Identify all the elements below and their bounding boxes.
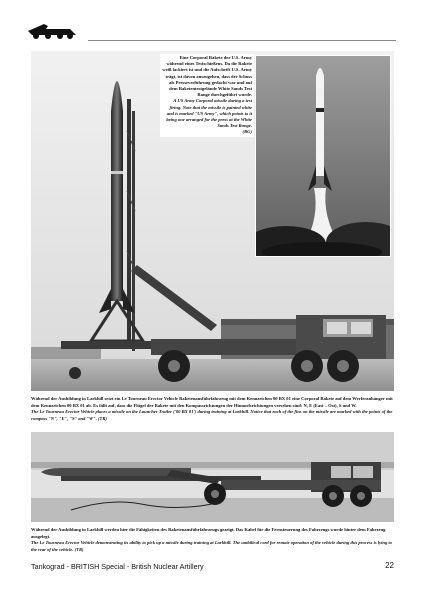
inset-caption-german: Eine Corporal Rakete der U.S. Army während eines Testschießens. Da die Rakete weiß lackiert ist und die Aufschrift U.S. Army trägt, ist davon auszugehen, dass der Schuss als Presseverführung gedacht war und auf dem Raketentestgelände White Sands Test Range durchgeführt wurde. <box>162 55 252 98</box>
bottom-caption-english <box>31 540 394 553</box>
bottom-caption-german: Während der Ausbildung in Larkhill werden hier die Fähigkeiten des Raketenausführfahrzeugs gezeigt. Das Kabel für die Fernsteuerung des Fahrzeugs wurde hinter dem Fahrzeug ausgelegt. <box>31 527 386 539</box>
bottom-caption-english-text: The Le Tourneau Erector Vehicle demonstrating its ability to pick up a missile during training at Larkhill. The umbilical cord for remote operation of the vehicle during this process is lying to the rear of the vehicle. <box>31 540 392 552</box>
erector-vehicle-side-photo <box>31 432 394 522</box>
main-caption-german: Während der Ausbildung in Larkhill setzt ein Le Tourneau Erector Vehicle Raketenausführfahrzeug mit dem Kennzeichen 00 BX 01 eine Corporal Rakete auf dem Werferanhänger mit dem Kennzeichen 00 BX 01 ab. Es fällt auf, dass die Flügel der Rakete mit den Kompassrichtungen der Himmelsrichtungen versehen sind: N, E (East – Ost), S und W. <box>31 396 393 408</box>
main-caption-english-text: The Le Tourneau Erector Vehicle places a missile on the Launcher Trailer ('00 BX 01') during training at Larkhill. Notice that each of the fins on the missile are marked with the points of the compass "N", "E", "S" and "W". <box>31 409 393 421</box>
missile-launch-photo <box>255 55 391 257</box>
page-number: 22 <box>385 561 394 570</box>
bottom-photo-caption <box>31 527 394 553</box>
inset-caption-credit: (RG) <box>242 129 252 135</box>
inset-photo-caption <box>160 54 254 137</box>
main-photo-caption <box>31 396 394 422</box>
header-rule <box>88 40 396 41</box>
main-caption-english <box>31 409 394 422</box>
bottom-caption-credit: (TR) <box>74 546 84 552</box>
footer-title: Tankograd - BRITISH Special - British Nuclear Artillery <box>31 562 204 571</box>
main-caption-credit: (TR) <box>98 415 107 421</box>
inset-caption-english: A US Army Corporal missile during a test firing. Note that the missile is painted white and is marked "US Army", which points to it being one arranged for the press at the White Sands Test Range. <box>166 98 252 129</box>
tankograd-logo <box>26 21 78 41</box>
tank-silhouette-icon <box>26 21 78 41</box>
